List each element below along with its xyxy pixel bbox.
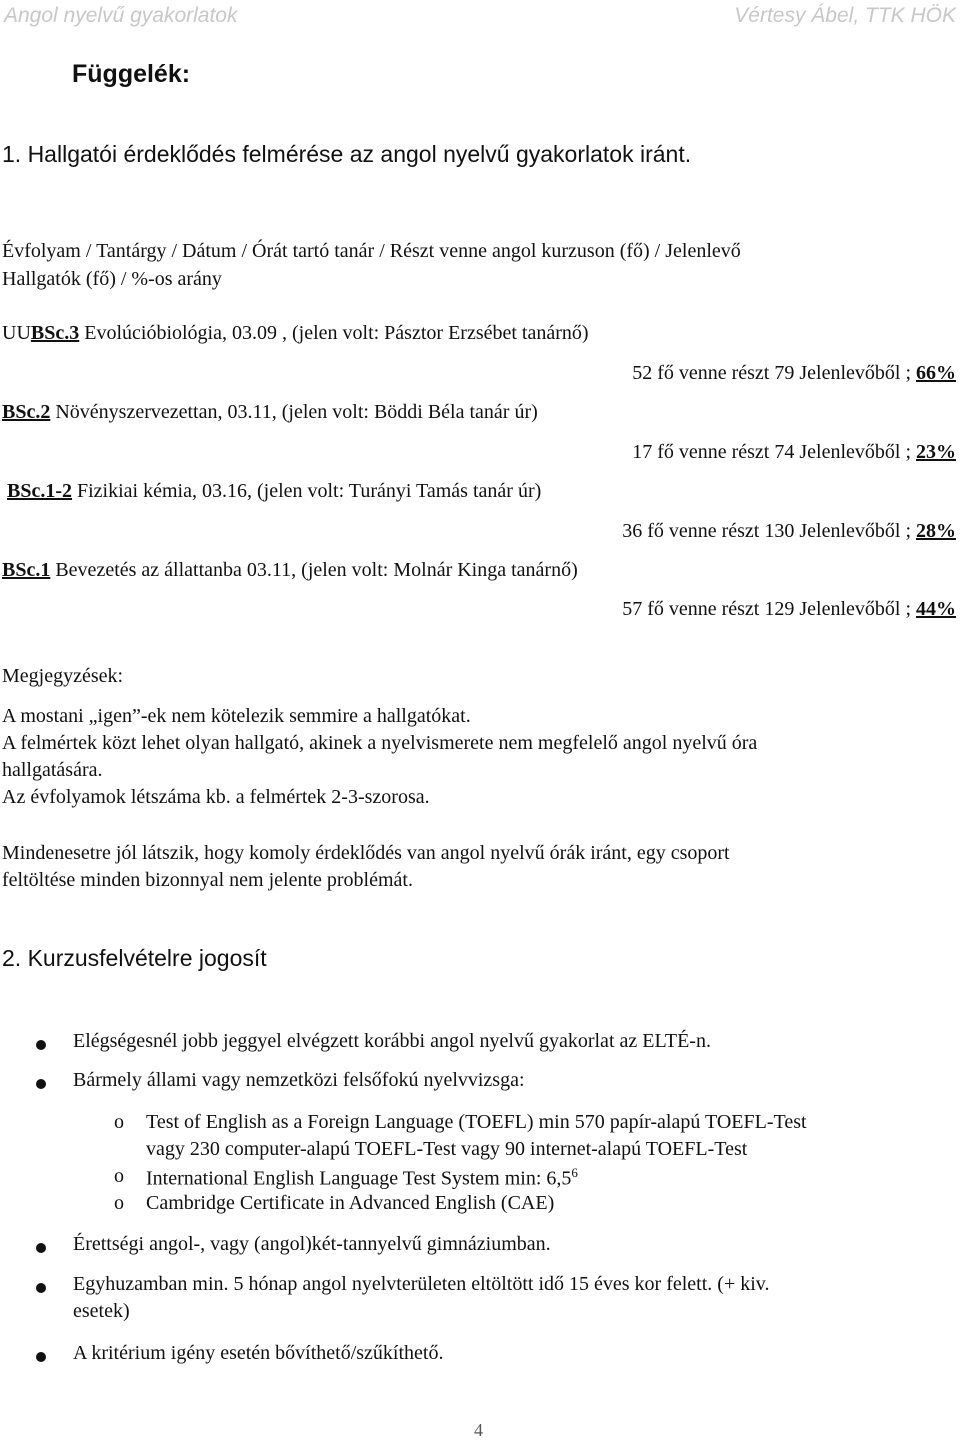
note-line: hallgatására.	[2, 759, 103, 781]
survey-entry-result	[632, 441, 956, 464]
list-item: Bármely állami vagy nemzetközi felsőfokú nyelvvizsga:	[73, 1069, 525, 1091]
entry-code: BSc.3	[30, 322, 80, 344]
intro-line-2: Hallgatók (fő) / %-os arány	[2, 268, 222, 290]
section1-heading: 1. Hallgatói érdeklődés felmérése az angol nyelvű gyakorlatok iránt.	[2, 141, 692, 167]
entry-percent: 23%	[916, 441, 956, 463]
intro-line-1: Évfolyam / Tantárgy / Dátum / Órát tartó tanár / Részt venne angol kurzuson (fő) / Jelenlevő	[2, 240, 741, 262]
sub-list-item: Cambridge Certificate in Advanced English (CAE)	[146, 1192, 555, 1214]
sub-bullet-icon: o	[114, 1111, 124, 1133]
sub-list-item-text: International English Language Test System min: 6,5	[146, 1167, 572, 1190]
list-item: Egyhuzamban min. 5 hónap angol nyelvterületen eltöltött idő 15 éves kor felett. (+ kiv.	[73, 1273, 770, 1295]
sub-list-item	[146, 1165, 578, 1191]
entry-result-text: 36 fő venne részt 130 Jelenlevőből ;	[622, 520, 916, 542]
survey-entry-result	[622, 598, 956, 621]
list-item: A kritérium igény esetén bővíthető/szűkíthető.	[73, 1342, 444, 1364]
sub-bullet-icon: o	[114, 1165, 124, 1187]
list-item: Elégségesnél jobb jeggyel elvégzett korábbi angol nyelvű gyakorlat az ELTÉ-n.	[73, 1030, 711, 1052]
entry-code: BSc.1	[2, 559, 51, 581]
notes-label: Megjegyzések:	[2, 665, 124, 687]
bullet-icon	[36, 1079, 46, 1089]
sub-list-item: Test of English as a Foreign Language (TOEFL) min 570 papír-alapú TOEFL-Test	[146, 1111, 807, 1133]
list-item-continuation: esetek)	[73, 1300, 130, 1322]
survey-entry-title	[2, 480, 541, 503]
note-line: A mostani „igen”-ek nem kötelezik semmire a hallgatókat.	[2, 705, 471, 727]
bullet-icon	[36, 1243, 46, 1253]
header-right-text: Vértesy Ábel, TTK HÖK	[734, 4, 956, 27]
conclusion-line: feltöltése minden bizonnyal nem jelente problémát.	[2, 869, 413, 891]
entry-desc: Bevezetés az állattanba 03.11, (jelen volt: Molnár Kinga tanárnő)	[50, 559, 578, 581]
survey-entry-result	[632, 362, 956, 385]
survey-entry-result	[622, 520, 956, 543]
footnote-marker: 6	[571, 1165, 578, 1180]
header-left-text: Angol nyelvű gyakorlatok	[4, 4, 238, 27]
bullet-icon	[36, 1040, 46, 1050]
entry-result-text: 57 fő venne részt 129 Jelenlevőből ;	[622, 598, 916, 620]
bullet-icon	[36, 1352, 46, 1362]
survey-entry-title	[2, 559, 578, 582]
note-line: Az évfolyamok létszáma kb. a felmértek 2-3-szorosa.	[2, 786, 430, 808]
entry-code: BSc.2	[2, 401, 51, 423]
bullet-icon	[36, 1283, 46, 1293]
sub-list-item-continuation: vagy 230 computer-alapú TOEFL-Test vagy 90 internet-alapú TOEFL-Test	[146, 1138, 748, 1160]
page-number: 4	[474, 1420, 483, 1440]
entry-desc: Növényszervezettan, 03.11, (jelen volt: Böddi Béla tanár úr)	[50, 401, 538, 423]
note-line: A felmértek közt lehet olyan hallgató, akinek a nyelvismerete nem megfelelő angol nyelvű óra	[2, 732, 758, 754]
survey-entry-title	[2, 322, 589, 345]
entry-prefix: UU	[2, 322, 31, 344]
entry-result-text: 52 fő venne részt 79 Jelenlevőből ;	[632, 362, 916, 384]
entry-percent: 28%	[916, 520, 956, 542]
survey-entry-title	[2, 401, 538, 424]
page-title: Függelék:	[72, 60, 191, 88]
conclusion-line: Mindenesetre jól látszik, hogy komoly érdeklődés van angol nyelvű órák iránt, egy csoport	[2, 842, 730, 864]
entry-percent: 66%	[916, 362, 956, 384]
entry-code: BSc.1-2	[7, 480, 72, 502]
entry-result-text: 17 fő venne részt 74 Jelenlevőből ;	[632, 441, 916, 463]
list-item: Érettségi angol-, vagy (angol)két-tannyelvű gimnáziumban.	[73, 1233, 551, 1255]
section2-heading: 2. Kurzusfelvételre jogosít	[2, 945, 267, 971]
sub-bullet-icon: o	[114, 1192, 124, 1214]
entry-desc: Evolúcióbiológia, 03.09 , (jelen volt: Pásztor Erzsébet tanárnő)	[79, 322, 589, 344]
entry-percent: 44%	[916, 598, 956, 620]
entry-desc: Fizikiai kémia, 03.16, (jelen volt: Turányi Tamás tanár úr)	[72, 480, 542, 502]
